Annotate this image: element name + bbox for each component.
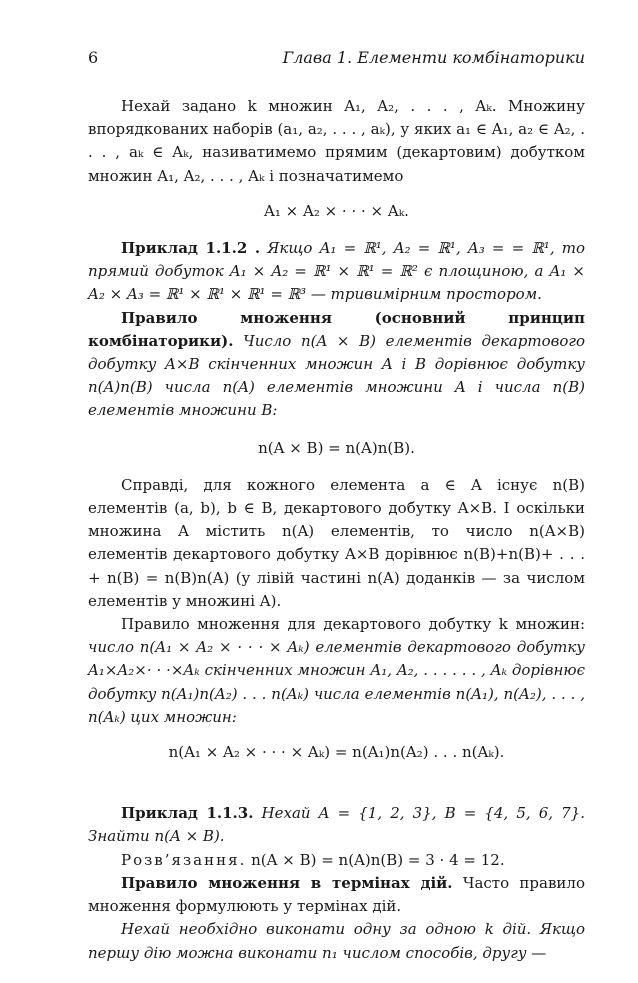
formula-k-sets: n(A₁ × A₂ × · · · × Aₖ) = n(A₁)n(A₂) . . . n(Aₖ). bbox=[168, 743, 505, 762]
solution-label: Розв’язання. bbox=[121, 850, 247, 869]
k-sets-rule-body: число n(A₁ × A₂ × · · · × Aₖ) елементів декартового добутку A₁×A₂×· · ·×Aₖ скінченних множин A₁, A₂, . . . . . . , Aₖ дорівнює добутку n(A₁)n(A₂) . . . n(Aₖ) числа елементів n(A₁), n(A₂), . . . , n(Aₖ) цих множин: bbox=[88, 638, 585, 726]
actions-paragraph: Нехай необхідно виконати одну за одною k дій. Якщо першу дію можна виконати n₁ числом способів, другу — bbox=[88, 920, 585, 962]
example-1-1-3 bbox=[88, 802, 585, 848]
running-head bbox=[88, 48, 585, 67]
example-1-1-3-heading: Приклад 1.1.3. bbox=[121, 804, 254, 823]
solution-paragraph bbox=[88, 849, 585, 872]
multiplication-rule bbox=[88, 307, 585, 423]
page-number: 6 bbox=[88, 48, 99, 67]
formula-cartesian-product: A₁ × A₂ × · · · × Aₖ. bbox=[264, 201, 409, 220]
example-1-1-3-body: Нехай A = {1, 2, 3}, B = {4, 5, 6, 7}. Знайти n(A × B). bbox=[88, 804, 585, 846]
rule-in-actions-heading: Правило множення в термінах дій. bbox=[121, 873, 453, 892]
definition-paragraph: Нехай задано k множин A₁, A₂, . . . , Aₖ. Множину впорядкованих наборів (a₁, a₂, . . . , aₖ), у яких a₁ ∈ A₁, a₂ ∈ A₂, . . . , aₖ ∈ Aₖ, називатимемо прямим (декартовим) добутком множин A₁, A₂, . . . , Aₖ і позначатимемо bbox=[88, 97, 585, 185]
k-sets-rule-intro: Правило множення для декартового добутку k множин: bbox=[121, 615, 585, 634]
k-sets-rule bbox=[88, 613, 585, 729]
multiplication-rule-body: Число n(A × B) елементів декартового добутку A×B скінченних множин A і B дорівнює добутку n(A)n(B) числа n(A) елементів множини A і числа n(B) елементів множини B: bbox=[88, 331, 585, 420]
page bbox=[88, 48, 585, 965]
example-1-1-2-body: Якщо A₁ = ℝ¹, A₂ = ℝ¹, A₃ = = ℝ¹, то прямий добуток A₁ × A₂ = ℝ¹ × ℝ¹ = ℝ² є площиною, а A₁ × A₂ × A₃ = ℝ¹ × ℝ¹ × ℝ¹ = ℝ³ — тривимірним простором. bbox=[88, 239, 586, 304]
formula-product-rule: n(A × B) = n(A)n(B). bbox=[258, 438, 415, 457]
proof-paragraph: Справді, для кожного елемента a ∈ A існує n(B) елементів (a, b), b ∈ B, декартового добутку A×B. І оскільки множина A містить n(A) елементів, то число n(A×B) елементів декартового добутку A×B дорівнює n(B)+n(B)+ . . . + n(B) = n(B)n(A) (у лівій частині n(A) доданків — за числом елементів у множині A). bbox=[88, 475, 585, 610]
example-1-1-2 bbox=[88, 237, 585, 307]
chapter-title: Глава 1. Елементи комбінаторики bbox=[282, 48, 585, 67]
rule-in-actions-body: Часто правило множення формулюють у термінах дій. bbox=[88, 873, 585, 916]
rule-in-actions bbox=[88, 872, 585, 918]
example-1-1-2-heading: Приклад 1.1.2 . bbox=[121, 239, 261, 258]
multiplication-rule-heading: Правило множення (основний принцип комбінаторики). bbox=[88, 308, 585, 350]
solution-body: n(A × B) = n(A)n(B) = 3 · 4 = 12. bbox=[251, 850, 505, 869]
